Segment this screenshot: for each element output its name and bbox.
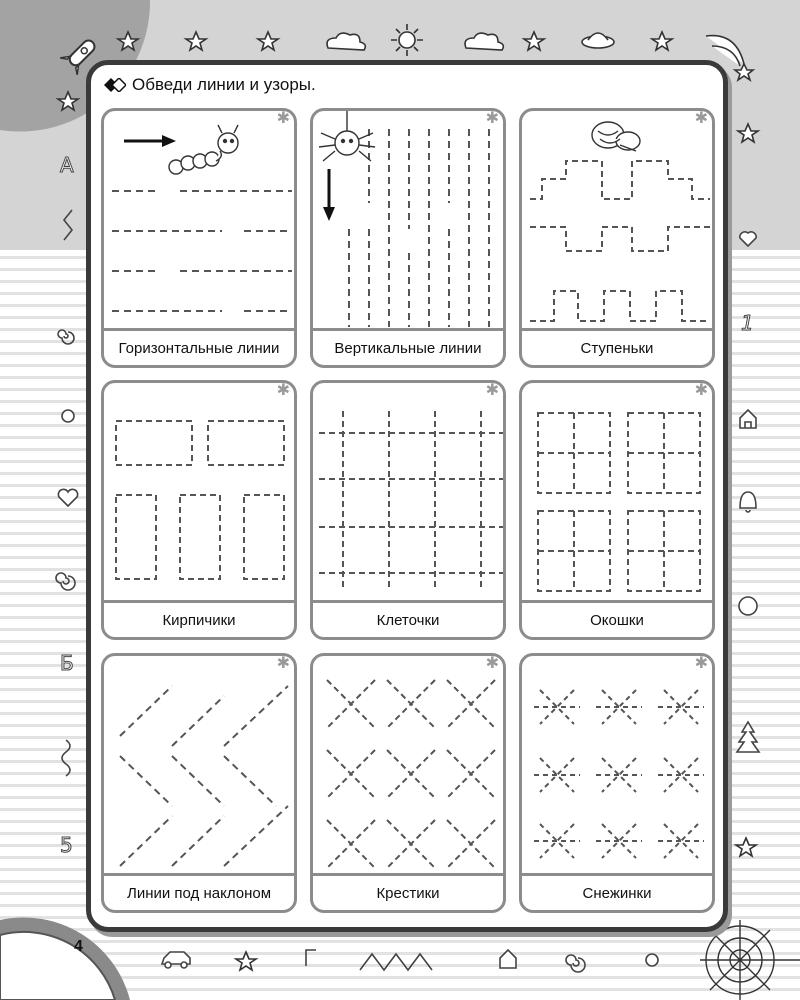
windows-drawing[interactable] [522,383,715,609]
side-letter: А [60,153,74,177]
ruled-stripe [0,952,800,955]
corner-star-icon: ✱ [276,655,290,672]
card-snowflakes [519,653,715,913]
corner-star-icon: ✱ [694,110,708,127]
bricks-drawing[interactable] [104,383,297,609]
side-letter: 1 [741,311,754,335]
steps-drawing[interactable] [522,111,715,337]
card-caption: Ступеньки [522,328,712,365]
corner-star-icon: ✱ [694,655,708,672]
snowflakes-drawing[interactable] [522,656,715,882]
horizontal-lines-drawing[interactable] [104,111,297,337]
card-caption: Клеточки [313,600,503,637]
ruled-stripe [0,964,800,967]
card-vertical-lines [310,108,506,368]
ruled-stripe [0,940,800,943]
card-windows [519,380,715,640]
card-grid [310,380,506,640]
corner-star-icon: ✱ [485,110,499,127]
instruction-text: Обведи линии и узоры. [132,75,316,94]
card-bricks [101,380,297,640]
card-caption: Горизонтальные линии [104,328,294,365]
card-crosses [310,653,506,913]
card-slanted-lines [101,653,297,913]
card-caption: Вертикальные линии [313,328,503,365]
corner-star-icon: ✱ [694,382,708,399]
vertical-lines-drawing[interactable] [313,111,506,337]
ornament-icon [739,597,757,615]
crosses-drawing[interactable] [313,656,506,882]
corner-star-icon: ✱ [485,655,499,672]
corner-star-icon: ✱ [276,110,290,127]
flower-icon [646,954,658,966]
side-letter: 5 [60,833,73,857]
arrow-right-icon [124,135,176,147]
side-letter: Б [60,651,74,675]
instruction [104,73,316,97]
card-caption: Крестики [313,873,503,910]
arrow-down-icon [323,169,335,221]
slanted-lines-drawing[interactable] [104,656,297,882]
card-caption: Окошки [522,600,712,637]
card-caption: Снежинки [522,873,712,910]
card-horizontal-lines [101,108,297,368]
grid-drawing[interactable] [313,383,506,609]
spider-icon [319,111,375,161]
page-number: 4 [74,938,83,955]
flower-icon [62,410,74,422]
caterpillar-icon [169,125,238,174]
card-steps [519,108,715,368]
corner-star-icon: ✱ [485,382,499,399]
diamond-bullet-icon [104,78,126,92]
card-caption: Линии под наклоном [104,873,294,910]
corner-star-icon: ✱ [276,382,290,399]
butterfly-icon [592,122,640,151]
card-caption: Кирпичики [104,600,294,637]
